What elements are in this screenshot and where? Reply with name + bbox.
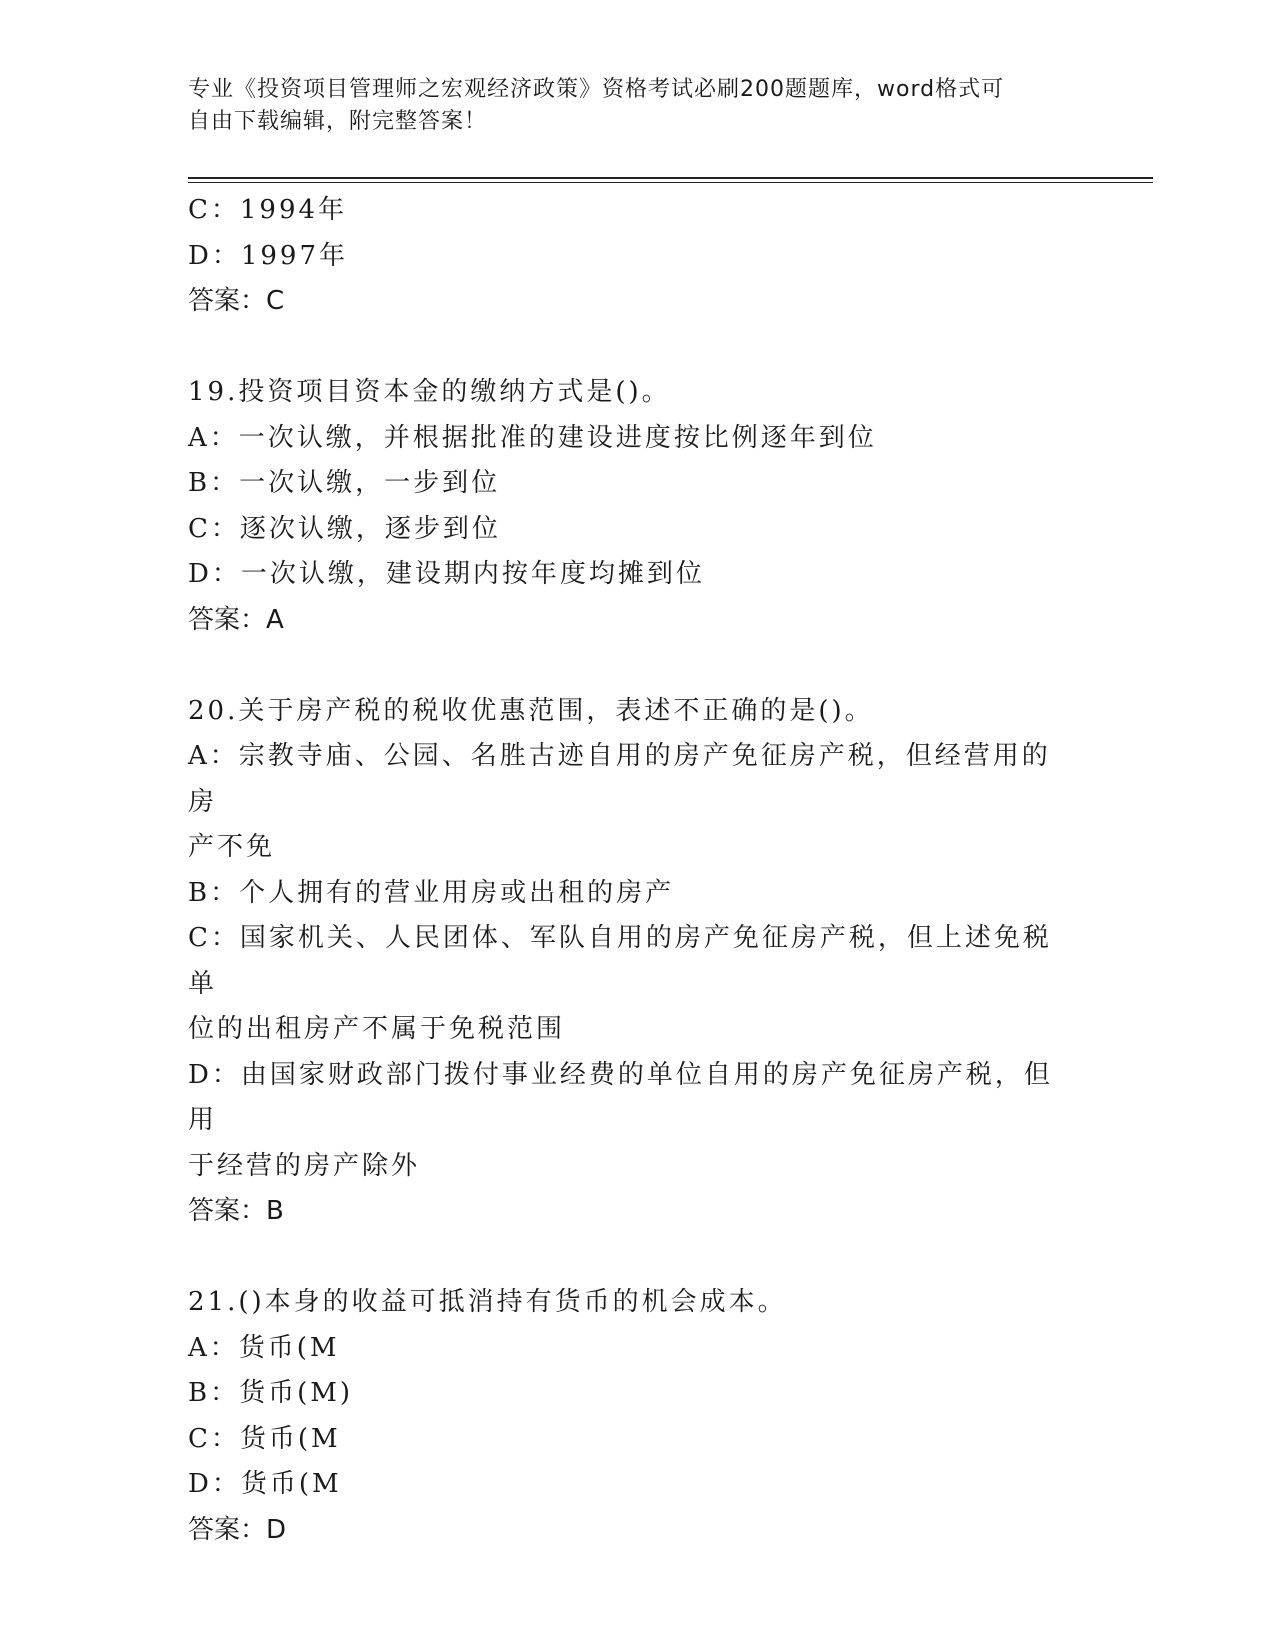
option-d: D：1997年 (188, 240, 349, 271)
answer: 答案：A (188, 604, 284, 635)
spacer (188, 1235, 1068, 1281)
answer: 答案：D (188, 1514, 287, 1545)
carryover-question (188, 188, 1068, 325)
question-stem: 19.投资项目资本金的缴纳方式是()。 (188, 377, 671, 407)
option-d-line-2: 于经营的房产除外 (188, 1150, 421, 1181)
question-content (188, 188, 1068, 1553)
option-d-line-1: D：由国家财政部门拨付事业经费的单位自用的房产免征房产税，但用 (188, 1059, 1053, 1135)
header-line-1: 专业《投资项目管理师之宏观经济政策》资格考试必刷200题题库，word格式可 (188, 77, 1005, 102)
question-21 (188, 1280, 1068, 1553)
option-a-line-1: A：宗教寺庙、公园、名胜古迹自用的房产免征房产税，但经营用的房 (188, 741, 1051, 817)
option-c-line-1: C：国家机关、人民团体、军队自用的房产免征房产税，但上述免税单 (188, 923, 1052, 999)
option-b: B：货币(M) (188, 1378, 354, 1408)
option-a-line-2: 产不免 (188, 832, 276, 862)
header-line-2: 自由下载编辑，附完整答案！ (188, 109, 488, 134)
option-d: D：一次认缴，建设期内按年度均摊到位 (188, 559, 705, 589)
question-stem: 21.()本身的收益可抵消持有货币的机会成本。 (188, 1287, 787, 1317)
spacer (188, 325, 1068, 371)
option-c: C：货币(M (188, 1423, 341, 1454)
option-a: A：一次认缴，并根据批准的建设进度按比例逐年到位 (188, 422, 877, 453)
question-19 (188, 370, 1068, 643)
answer: 答案：B (188, 1196, 284, 1226)
header-rule-thick (188, 177, 1153, 179)
answer: 答案：C (188, 286, 285, 316)
spacer (188, 643, 1068, 689)
header-rule-thin (188, 182, 1153, 183)
question-20 (188, 689, 1068, 1235)
question-stem: 20.关于房产税的税收优惠范围，表述不正确的是()。 (188, 695, 874, 726)
option-d: D：货币(M (188, 1469, 342, 1499)
option-b: B：一次认缴，一步到位 (188, 468, 501, 498)
option-b: B：个人拥有的营业用房或出租的房产 (188, 877, 675, 908)
option-c: C：1994年 (188, 195, 348, 225)
document-header (188, 74, 1088, 138)
option-a: A：货币(M (188, 1332, 340, 1363)
option-c: C：逐次认缴，逐步到位 (188, 513, 501, 544)
option-c-line-2: 位的出租房产不属于免税范围 (188, 1014, 566, 1044)
